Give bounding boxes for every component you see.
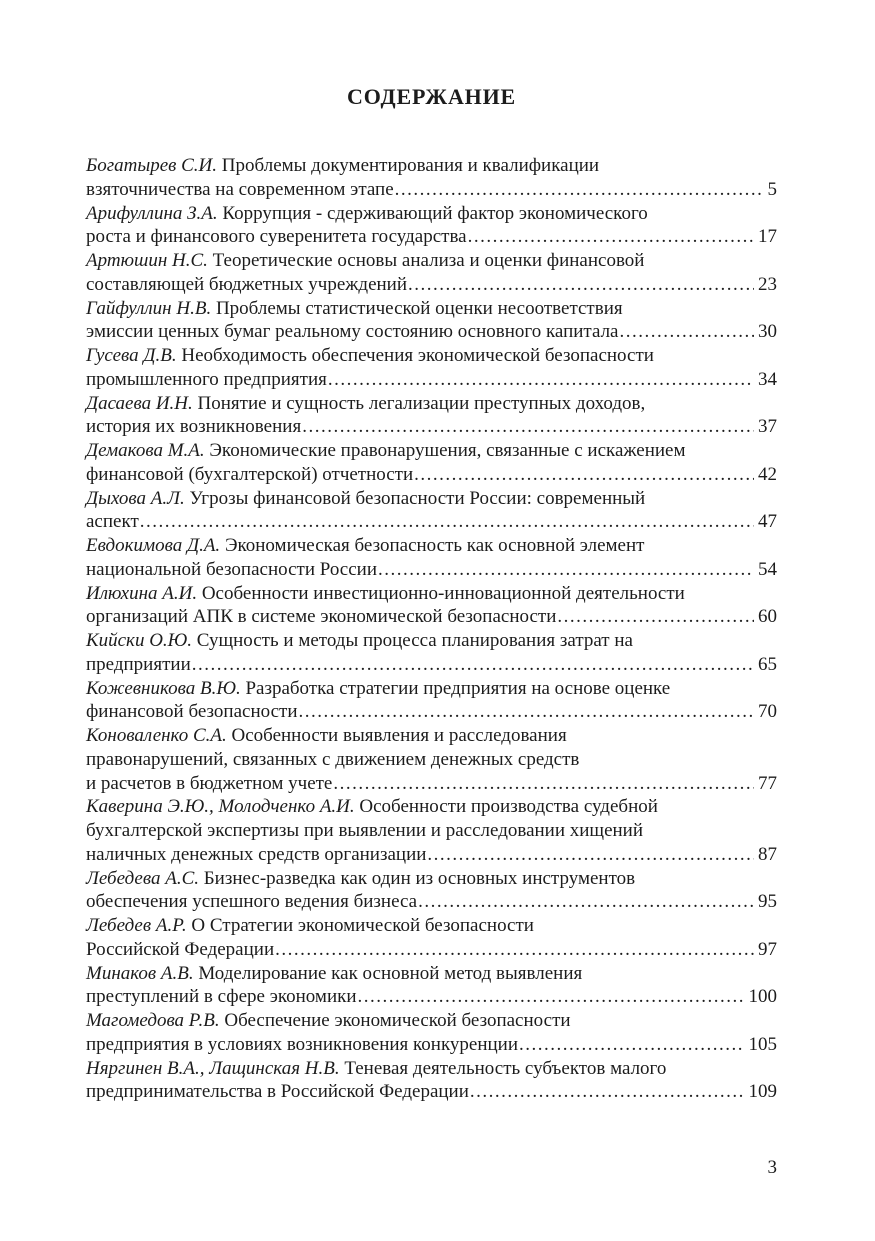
toc-entry-author: Лебедева А.С.: [86, 867, 204, 889]
toc-entry-author: Каверина Э.Ю., Молодченко А.И.: [86, 796, 360, 818]
dot-leader: [470, 1080, 745, 1104]
toc-entry-title-line: история их возникновения: [86, 416, 302, 438]
toc-entry-line: [86, 1033, 777, 1057]
toc-entry-title-line: организаций АПК в системе экономической безопасности: [86, 606, 557, 628]
toc-entry: [86, 392, 777, 440]
toc-entry-author: Кожевникова В.Ю.: [86, 677, 246, 699]
toc-entry: [86, 154, 777, 202]
toc-entry-page: 17: [758, 226, 777, 248]
toc-entry-page: 95: [758, 891, 777, 913]
toc-entry-author: Дасаева И.Н.: [86, 392, 198, 414]
toc-entry-title-line: Экономические правонарушения, связанные с искажением: [209, 440, 686, 461]
toc-entry: [86, 795, 777, 866]
toc-entry: [86, 867, 777, 915]
dot-leader: [333, 772, 754, 796]
toc-entry-title-line: Особенности выявления и расследования: [231, 725, 567, 746]
dot-leader: [328, 368, 754, 392]
toc-entry: [86, 249, 777, 297]
toc-entry: [86, 1009, 777, 1057]
toc-entry-line: [86, 463, 777, 487]
dot-leader: [519, 1033, 744, 1057]
toc-list: [86, 154, 777, 1104]
dot-leader: [395, 178, 764, 202]
toc-entry-title-line: бухгалтерской экспертизы при выявлении и расследовании хищений: [86, 820, 644, 841]
toc-entry-title-line: Российской Федерации: [86, 938, 275, 960]
toc-entry-author: Илюхина А.И.: [86, 582, 202, 604]
toc-entry-line: [86, 914, 777, 938]
toc-entry-author: Кийски О.Ю.: [86, 630, 197, 651]
toc-entry-line: [86, 629, 777, 653]
toc-entry-title-line: Проблемы документирования и квалификации: [221, 155, 600, 176]
toc-entry-title-line: Бизнес-разведка как один из основных инструментов: [203, 867, 636, 889]
toc-entry-title-line: Угрозы финансовой безопасности России: современный: [189, 487, 646, 509]
toc-entry: [86, 297, 777, 345]
toc-entry-title-line: предприятия в условиях возникновения конкуренции: [86, 1033, 519, 1055]
toc-entry-line: [86, 1057, 777, 1081]
dot-leader: [468, 225, 754, 249]
toc-entry-line: [86, 297, 777, 321]
toc-entry-line: [86, 249, 777, 273]
toc-entry-line: [86, 392, 777, 416]
toc-entry-line: [86, 415, 777, 439]
toc-entry-line: [86, 748, 777, 772]
toc-entry-page: 77: [758, 772, 777, 794]
toc-entry-page: 60: [758, 606, 777, 628]
toc-entry-line: [86, 700, 777, 724]
toc-entry-line: [86, 558, 777, 582]
dot-leader: [418, 890, 754, 914]
toc-entry-line: [86, 487, 777, 511]
toc-entry-title-line: Необходимость обеспечения экономической безопасности: [181, 345, 654, 366]
toc-entry-line: [86, 819, 777, 843]
toc-entry: [86, 202, 777, 250]
toc-entry-author: Коноваленко С.А.: [86, 725, 232, 746]
toc-entry-line: [86, 368, 777, 392]
toc-entry-author: Лебедев А.Р.: [86, 915, 192, 936]
toc-entry-line: [86, 202, 777, 226]
toc-entry-title-line: национальной безопасности России: [86, 558, 378, 580]
toc-entry-line: [86, 273, 777, 297]
toc-entry-page: 97: [758, 938, 777, 960]
toc-entry-line: [86, 867, 777, 891]
toc-entry: [86, 1057, 777, 1105]
toc-entry-author: Арифуллина З.А.: [86, 202, 223, 224]
toc-entry: [86, 677, 777, 725]
toc-entry-page: 65: [758, 653, 777, 675]
toc-entry-line: [86, 154, 777, 178]
toc-entry-title-line: правонарушений, связанных с движением денежных средств: [86, 748, 580, 770]
toc-entry-author: Гусева Д.В.: [86, 345, 182, 366]
toc-entry-author: Дыхова А.Л.: [86, 487, 190, 509]
toc-entry-title-line: Теневая деятельность субъектов малого: [344, 1057, 667, 1079]
toc-entry-title-line: предприятии: [86, 653, 191, 675]
toc-entry-page: 54: [758, 558, 777, 580]
toc-entry-author: Магомедова Р.В.: [86, 1010, 225, 1031]
toc-entry-page: 70: [758, 701, 777, 723]
toc-entry: [86, 534, 777, 582]
toc-entry-title-line: Теоретические основы анализа и оценки финансовой: [212, 250, 645, 271]
toc-entry: [86, 724, 777, 795]
toc-entry-page: 87: [758, 843, 777, 865]
toc-entry-title-line: Особенности производства судебной: [359, 796, 658, 818]
toc-entry-title-line: и расчетов в бюджетном учете: [86, 772, 333, 794]
toc-entry-title-line: Моделирование как основной метод выявления: [198, 962, 583, 984]
toc-entry-line: [86, 795, 777, 819]
toc-entry-line: [86, 225, 777, 249]
dot-leader: [619, 320, 754, 344]
page-title: СОДЕРЖАНИЕ: [347, 84, 516, 109]
toc-entry-title-line: Экономическая безопасность как основной элемент: [224, 535, 645, 556]
toc-entry-title-line: взяточничества на современном этапе: [86, 178, 394, 200]
toc-entry-title-line: составляющей бюджетных учреждений: [86, 273, 408, 295]
toc-entry-title-line: Понятие и сущность легализации преступных доходов,: [197, 392, 646, 414]
toc-entry-line: [86, 178, 777, 202]
toc-entry-title-line: аспект: [86, 511, 139, 533]
toc-entry-author: Артюшин Н.С.: [86, 250, 213, 271]
toc-entry-title-line: Сущность и методы процесса планирования затрат на: [196, 630, 633, 651]
toc-entry-line: [86, 1080, 777, 1104]
toc-entry-title-line: преступлений в сфере экономики: [86, 986, 357, 1008]
dot-leader: [275, 938, 754, 962]
toc-entry-line: [86, 439, 777, 463]
toc-entry-title-line: наличных денежных средств организации: [86, 843, 427, 865]
toc-entry-title-line: Разработка стратегии предприятия на основе оценке: [245, 677, 671, 699]
toc-entry: [86, 344, 777, 392]
toc-entry-line: [86, 510, 777, 534]
toc-entry-page: 37: [758, 416, 777, 438]
toc-entry-line: [86, 724, 777, 748]
dot-leader: [408, 273, 754, 297]
dot-leader: [378, 558, 754, 582]
dot-leader: [358, 985, 745, 1009]
toc-entry-author: Няргинен В.А., Лащинская Н.В.: [86, 1057, 345, 1079]
page-number: 3: [767, 1157, 777, 1178]
toc-entry: [86, 487, 777, 535]
toc-entry-page: 5: [767, 178, 777, 200]
toc-entry: [86, 439, 777, 487]
toc-entry-author: Богатырев С.И.: [86, 155, 222, 176]
toc-entry-title-line: О Стратегии экономической безопасности: [191, 915, 534, 936]
toc-entry-title-line: предпринимательства в Российской Федерации: [86, 1081, 469, 1103]
dot-leader: [192, 653, 754, 677]
toc-entry-title-line: роста и финансового суверенитета государства: [86, 226, 467, 248]
toc-entry-title-line: эмиссии ценных бумаг реальному состоянию основного капитала: [86, 321, 619, 343]
toc-entry: [86, 914, 777, 962]
toc-entry-title-line: промышленного предприятия: [86, 368, 327, 390]
dot-leader: [140, 510, 754, 534]
dot-leader: [427, 843, 754, 867]
dot-leader: [414, 463, 754, 487]
toc-entry-line: [86, 677, 777, 701]
toc-entry-page: 109: [748, 1081, 777, 1103]
toc-entry-page: 47: [758, 511, 777, 533]
toc-entry-page: 30: [758, 321, 777, 343]
toc-entry-line: [86, 534, 777, 558]
toc-entry-author: Евдокимова Д.А.: [86, 535, 225, 556]
toc-entry-line: [86, 653, 777, 677]
toc-entry-line: [86, 582, 777, 606]
toc-entry: [86, 582, 777, 630]
toc-entry-line: [86, 938, 777, 962]
toc-entry-author: Гайфуллин Н.В.: [86, 297, 216, 319]
toc-entry-title-line: Коррупция - сдерживающий фактор экономического: [222, 202, 648, 224]
dot-leader: [299, 700, 755, 724]
dot-leader: [302, 415, 754, 439]
toc-entry-line: [86, 1009, 777, 1033]
toc-entry-line: [86, 344, 777, 368]
toc-entry-page: 23: [758, 273, 777, 295]
toc-entry-author: Демакова М.А.: [86, 440, 210, 461]
toc-entry-page: 100: [748, 986, 777, 1008]
toc-entry-line: [86, 890, 777, 914]
dot-leader: [557, 605, 754, 629]
toc-entry-title-line: финансовой безопасности: [86, 701, 298, 723]
toc-entry-page: 42: [758, 463, 777, 485]
toc-entry-title-line: Обеспечение экономической безопасности: [224, 1010, 571, 1031]
toc-entry-line: [86, 843, 777, 867]
toc-entry-author: Минаков А.В.: [86, 962, 199, 984]
toc-entry-page: 105: [748, 1033, 777, 1055]
toc-entry-title-line: обеспечения успешного ведения бизнеса: [86, 891, 418, 913]
toc-entry-title-line: Проблемы статистической оценки несоответствия: [215, 297, 623, 319]
toc-entry-line: [86, 962, 777, 986]
toc-entry-line: [86, 985, 777, 1009]
toc-entry-line: [86, 772, 777, 796]
toc-entry-line: [86, 605, 777, 629]
toc-entry-title-line: финансовой (бухгалтерской) отчетности: [86, 463, 414, 485]
toc-entry: [86, 629, 777, 677]
toc-entry-page: 34: [758, 368, 777, 390]
toc-entry-title-line: Особенности инвестиционно-инновационной деятельности: [201, 582, 685, 604]
toc-entry: [86, 962, 777, 1010]
toc-entry-line: [86, 320, 777, 344]
